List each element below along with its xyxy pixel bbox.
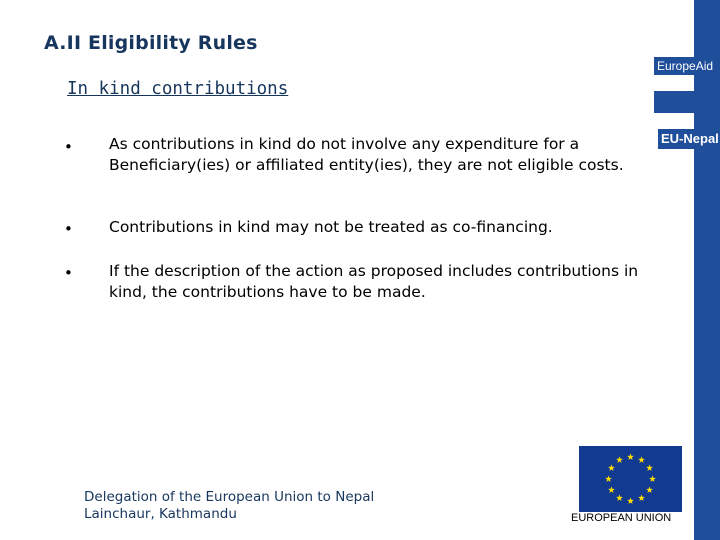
bullet-text: As contributions in kind do not involve any expenditure for a Beneficiary(ies) or affiliated entity(ies), they are not eligible costs.: [109, 135, 624, 174]
eu-logo-label: EUROPEAN UNION: [571, 512, 672, 524]
eu-star-icon: [616, 456, 623, 463]
bullet-marker: •: [64, 264, 73, 282]
eu-nepal-tag: EU-Nepal: [658, 129, 720, 149]
accent-block: [654, 91, 720, 113]
eu-star-icon: [608, 486, 615, 493]
bullet-text: If the description of the action as proposed includes contributions in kind, the contributions have to be made.: [109, 262, 639, 301]
slide-title: A.II Eligibility Rules: [44, 32, 258, 54]
footer-line-address: Lainchaur, Kathmandu: [84, 506, 237, 522]
eu-star-icon: [638, 494, 645, 501]
eu-star-icon: [646, 464, 653, 471]
eu-flag-icon: [579, 446, 682, 512]
europeaid-tag: EuropeAid: [654, 57, 720, 75]
right-accent-bar: [694, 0, 720, 540]
eu-star-icon: [627, 497, 634, 504]
footer-line-delegation: Delegation of the European Union to Nepal: [84, 489, 375, 505]
eu-star-icon: [638, 456, 645, 463]
slide-subtitle: In kind contributions: [67, 79, 289, 99]
eu-star-icon: [646, 486, 653, 493]
bullet-text: Contributions in kind may not be treated as co-financing.: [109, 218, 553, 236]
bullet-marker: •: [64, 138, 73, 156]
bullet-marker: •: [64, 220, 73, 238]
eu-star-icon: [616, 494, 623, 501]
eu-star-icon: [649, 475, 656, 482]
eu-star-icon: [608, 464, 615, 471]
eu-flag-stars: [579, 446, 682, 512]
eu-star-icon: [605, 475, 612, 482]
eu-star-icon: [627, 453, 634, 460]
footer-address: [84, 489, 374, 523]
